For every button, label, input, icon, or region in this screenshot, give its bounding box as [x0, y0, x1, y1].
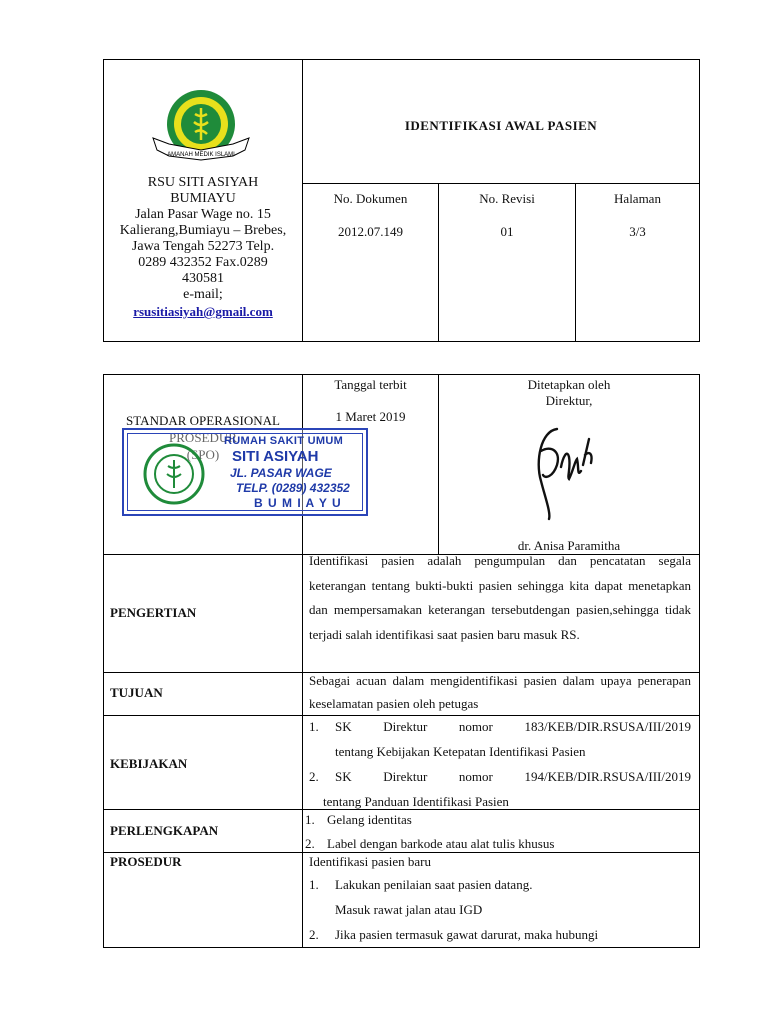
sop-title-line-1: STANDAR OPERASIONAL	[126, 413, 280, 428]
address-line-1: Jalan Pasar Wage no. 15	[135, 207, 271, 222]
doc-no-cell	[303, 184, 439, 342]
revision-value: 01	[500, 224, 514, 239]
kebijakan-content-cell	[303, 716, 700, 810]
doc-no-value: 2012.07.149	[338, 224, 403, 239]
prosedur-item-2	[309, 922, 691, 947]
approval-cell	[439, 375, 700, 555]
hospital-logo	[149, 88, 253, 162]
sop-title-line-2: PROSEDUR	[169, 430, 237, 445]
list-number: 2.	[309, 927, 319, 942]
revision-label: No. Revisi	[479, 191, 535, 206]
email-link[interactable]: rsusitiasiyah@gmail.com	[133, 304, 273, 319]
set-by-label: Ditetapkan oleh	[527, 377, 611, 392]
perlengkapan-content-cell	[303, 810, 700, 853]
prosedur-content-cell	[303, 853, 700, 948]
issued-label: Tanggal terbit	[334, 377, 407, 392]
revision-cell	[439, 184, 576, 342]
stamp-line-5: B U M I A Y U	[254, 496, 342, 510]
kebijakan-item-2-line-1: SK Direktur nomor 194/KEB/DIR.RSUSA/III/2019	[335, 769, 691, 784]
issued-date: 1 Maret 2019	[335, 409, 406, 424]
pengertian-label: PENGERTIAN	[110, 605, 197, 620]
header-table	[103, 59, 700, 342]
page-value: 3/3	[629, 224, 646, 239]
prosedur-item-1-text: Lakukan penilaian saat pasien datang.	[335, 877, 533, 892]
pengertian-text: Identifikasi pasien adalah pengumpulan dan pencatatan segala keterangan tentang bukti-bukti pasien sehingga kita dapat menetapkan dan mempersamakan keterangan tersebutdengan pasien,sehingga tidak terjadi salah identifikasi saat pasien baru masuk RS.	[309, 553, 691, 642]
stamp-line-2: SITI ASIYAH	[232, 448, 319, 465]
page-cell	[576, 184, 700, 342]
doc-no-label: No. Dokumen	[333, 191, 408, 206]
stamp-line-3: JL. PASAR WAGE	[230, 466, 332, 480]
perlengkapan-item-2-text: Label dengan barkode atau alat tulis khusus	[327, 836, 555, 851]
logo-ribbon-text: AMANAH MEDIK ISLAMI	[167, 152, 235, 158]
stamp-line-1: RUMAH SAKIT UMUM	[224, 435, 344, 447]
kebijakan-item-1	[309, 714, 691, 739]
perlengkapan-item-1	[305, 808, 691, 832]
prosedur-label-cell	[104, 853, 303, 948]
page-label: Halaman	[614, 191, 661, 206]
director-signature	[527, 421, 607, 521]
hospital-info-cell	[104, 60, 303, 342]
list-number: 1.	[309, 877, 319, 892]
stamp-line-4: TELP. (0289) 432352	[236, 481, 350, 495]
kebijakan-item-2	[309, 764, 691, 789]
address-line-2: Kalierang,Bumiayu – Brebes,	[119, 223, 287, 238]
perlengkapan-item-1-text: Gelang identitas	[327, 812, 412, 827]
address-line-5: 430581	[182, 271, 224, 286]
list-number: 2.	[309, 769, 319, 784]
document-title: IDENTIFIKASI AWAL PASIEN	[404, 118, 598, 133]
kebijakan-label: KEBIJAKAN	[110, 756, 188, 771]
email-label: e-mail;	[183, 287, 223, 302]
kebijakan-item-2-line-2: tentang Panduan Identifikasi Pasien	[323, 794, 509, 809]
tujuan-text: Sebagai acuan dalam mengidentifikasi pasien dalam upaya penerapan keselamatan pasien oleh petugas	[309, 673, 691, 711]
prosedur-item-1-sub: Masuk rawat jalan atau IGD	[335, 902, 483, 917]
kebijakan-item-1-line-2: tentang Kebijakan Ketepatan Identifikasi Pasien	[335, 744, 586, 759]
tujuan-content-cell	[303, 673, 700, 716]
prosedur-item-2-text: Jika pasien termasuk gawat darurat, maka hubungi	[335, 927, 599, 942]
address-line-3: Jawa Tengah 52273 Telp.	[131, 239, 275, 254]
pengertian-content-cell	[303, 555, 700, 673]
kebijakan-item-1-line-1: SK Direktur nomor 183/KEB/DIR.RSUSA/III/2019	[335, 719, 691, 734]
prosedur-item-1	[309, 872, 691, 897]
kebijakan-label-cell	[104, 716, 303, 810]
hospital-name: RSU SITI ASIYAH	[147, 175, 259, 190]
tujuan-label: TUJUAN	[110, 685, 163, 700]
director-title: Direktur,	[545, 393, 593, 408]
director-name: dr. Anisa Paramitha	[517, 538, 621, 553]
tujuan-label-cell	[104, 673, 303, 716]
sop-title-line-3: (SPO)	[186, 447, 220, 462]
perlengkapan-label-cell	[104, 810, 303, 853]
prosedur-intro: Identifikasi pasien baru	[309, 854, 432, 869]
prosedur-label: PROSEDUR	[110, 854, 182, 869]
list-number: 1.	[309, 719, 319, 734]
perlengkapan-label: PERLENGKAPAN	[110, 823, 219, 838]
pengertian-label-cell	[104, 555, 303, 673]
hospital-stamp	[122, 428, 368, 516]
stamp-emblem	[142, 442, 206, 506]
list-number: 2.	[305, 836, 315, 851]
address-line-4: 0289 432352 Fax.0289	[138, 255, 268, 270]
list-number: 1.	[305, 812, 315, 827]
title-cell	[303, 60, 700, 184]
hospital-city: BUMIAYU	[170, 191, 236, 206]
